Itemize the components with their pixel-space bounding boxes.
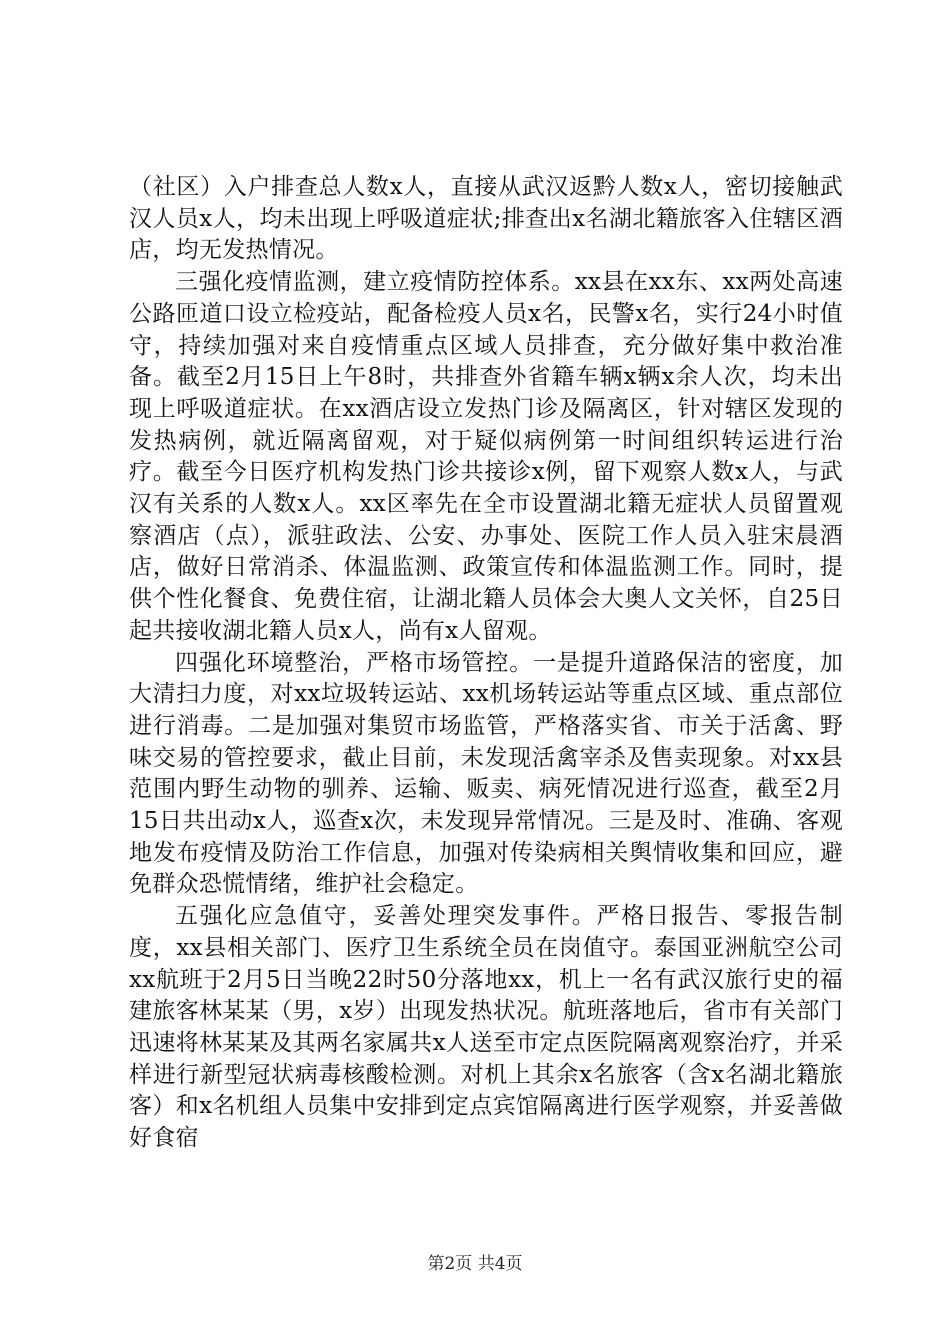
- paragraph-environment-management: 四强化环境整治，严格市场管控。一是提升道路保洁的密度，加大清扫力度，对xx垃圾转运站、xx机场转运站等重点区域、重点部位进行消毒。二是加强对集贸市场监管，严格落实省、市关于活禽、野味交易的管控要求，截止目前，未发现活禽宰杀及售卖现象。对xx县范围内野生动物的驯养、运输、贩卖、病死情况进行巡查，截至2月15日共出动x人，巡查x次，未发现异常情况。三是及时、准确、客观地发布疫情及防治工作信息，加强对传染病相关舆情收集和回应，避免群众恐慌情绪，维护社会稳定。: [129, 649, 843, 898]
- paragraph-continuation: （社区）入户排查总人数x人，直接从武汉返黔人数x人，密切接触武汉人员x人，均未出现上呼吸道症状;排查出x名湖北籍旅客入住辖区酒店，均无发热情况。: [129, 174, 843, 264]
- paragraph-emergency-duty: 五强化应急值守，妥善处理突发事件。严格日报告、零报告制度，xx县相关部门、医疗卫生系统全员在岗值守。泰国亚洲航空公司xx航班于2月5日当晚22时50分落地xx，机上一名有武汉旅行史的福建旅客林某某（男，x岁）出现发热状况。航班落地后，省市有关部门迅速将林某某及其两名家属共x人送至市定点医院隔离观察治疗，并采样进行新型冠状病毒核酸检测。对机上其余x名旅客（含x名湖北籍旅客）和x名机组人员集中安排到定点宾馆隔离进行医学观察，并妥善做好食宿: [129, 903, 843, 1152]
- page-number-footer: 第2页 共4页: [427, 1254, 523, 1274]
- document-body: [129, 172, 843, 1155]
- paragraph-epidemic-monitoring: 三强化疫情监测，建立疫情防控体系。xx县在xx东、xx两处高速公路匝道口设立检疫站，配备检疫人员x名，民警x名，实行24小时值守，持续加强对来自疫情重点区域人员排查，充分做好集中救治准备。截至2月15日上午8时，共排查外省籍车辆x辆x余人次，均未出现上呼吸道症状。在xx酒店设立发热门诊及隔离区，针对辖区发现的发热病例，就近隔离留观，对于疑似病例第一时间组织转运进行治疗。截至今日医疗机构发热门诊共接诊x例，留下观察人数x人，与武汉有关系的人数x人。xx区率先在全市设置湖北籍无症状人员留置观察酒店（点），派驻政法、公安、办事处、医院工作人员入驻宋晨酒店，做好日常消杀、体温监测、政策宣传和体温监测工作。同时，提供个性化餐食、免费住宿，让湖北籍人员体会大奥人文关怀，自25日起共接收湖北籍人员x人，尚有x人留观。: [129, 269, 843, 644]
